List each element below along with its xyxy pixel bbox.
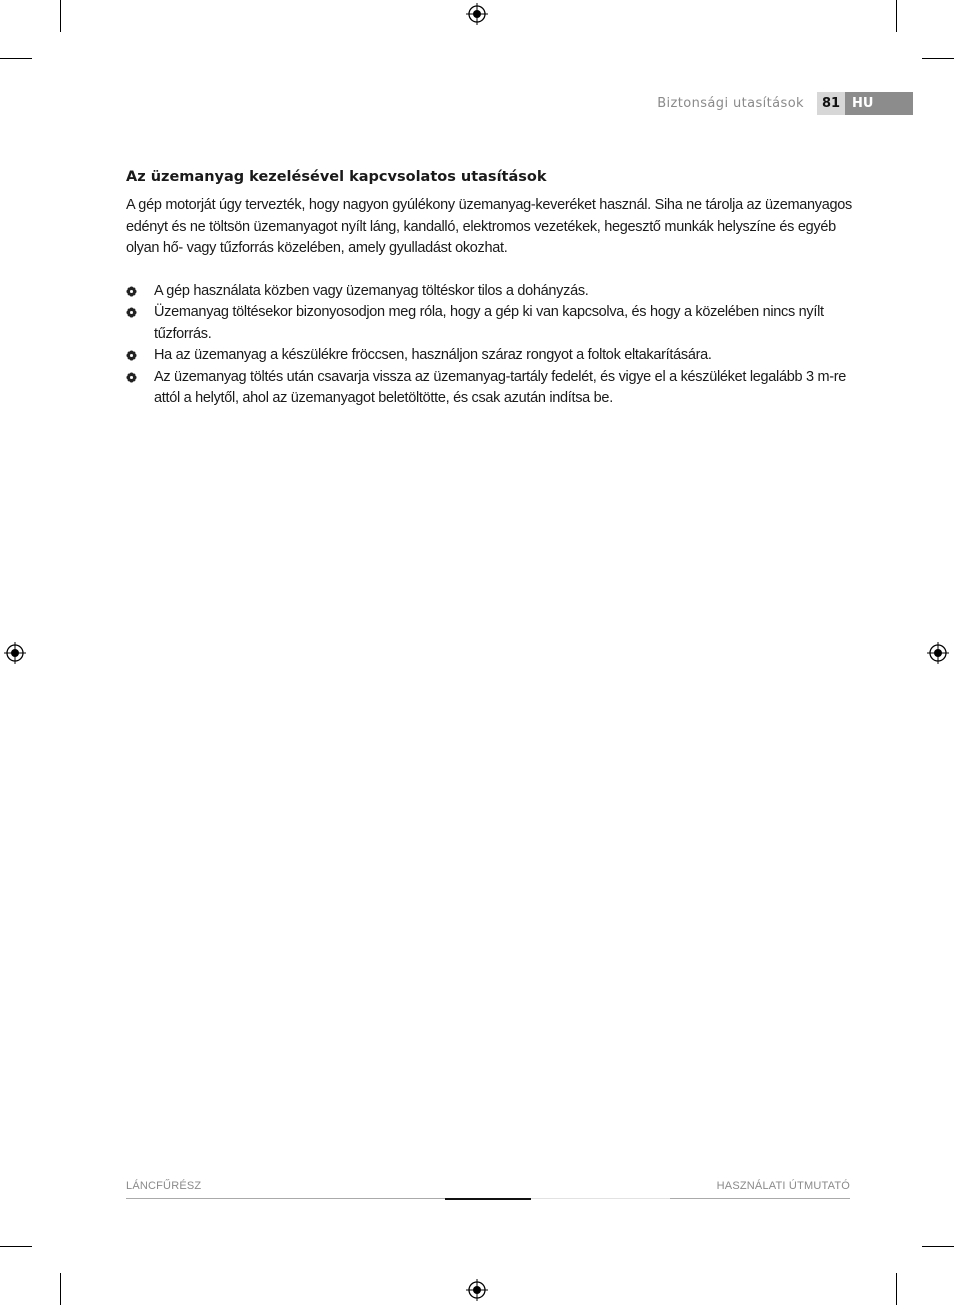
- footer-doc-title: HASZNÁLATI ÚTMUTATÓ: [716, 1180, 850, 1192]
- registration-mark-icon: [927, 642, 949, 664]
- registration-mark-icon: [466, 3, 488, 25]
- list-item-text: Ha az üzemanyag a készülékre fröccsen, használjon száraz rongyot a foltok eltakarítására.: [154, 347, 712, 363]
- footer-product: LÁNCFŰRÉSZ: [126, 1180, 202, 1192]
- intro-paragraph: A gép motorját úgy tervezték, hogy nagyon gyúlékony üzemanyag-keveréket használ. Siha ne tárolja az üzemanyagos edényt és ne töltsön üzemanyagot nyílt láng, kandalló, elektromos vezetékek, hegesztő munkák helyszíne és egyéb olyan hő- vagy tűzforrás közelében, amely gyulladást okozhat.: [126, 197, 852, 256]
- main-content: [126, 167, 854, 410]
- flower-bullet-icon: [126, 350, 137, 361]
- list-item-text: A gép használata közben vagy üzemanyag töltéskor tilos a dohányzás.: [154, 282, 589, 299]
- registration-mark-icon: [466, 1279, 488, 1301]
- flower-bullet-icon: [126, 372, 137, 383]
- list-item: [126, 367, 854, 410]
- footer-rule: [531, 1198, 670, 1199]
- footer-rule: [670, 1198, 850, 1199]
- list-item-text: Az üzemanyag töltés után csavarja vissza az üzemanyag-tartály fedelét, és vigye el a készüléket legalább 3 m-re attól a helytől, ahol az üzemanyagot beletöltötte, és csak azután indítsa be.: [154, 368, 847, 406]
- registration-mark-icon: [4, 642, 26, 664]
- flower-bullet-icon: [126, 307, 137, 318]
- safety-list: [126, 281, 854, 410]
- crop-mark: [60, 1273, 61, 1305]
- flower-bullet-icon: [126, 286, 137, 297]
- language-badge: HU: [845, 92, 913, 115]
- footer-rule-accent: [445, 1198, 531, 1200]
- page-number: 81: [817, 92, 845, 115]
- crop-mark: [896, 1273, 897, 1305]
- page-header: [0, 92, 954, 115]
- section-title: Biztonsági utasítások: [657, 96, 804, 111]
- list-item: [126, 281, 854, 303]
- list-item-text: Üzemanyag töltésekor bizonyosodjon meg róla, hogy a gép ki van kapcsolva, és hogy a közelében nincs nyílt tűzforrás.: [154, 304, 824, 342]
- page-footer: [126, 1180, 850, 1204]
- crop-mark: [0, 1246, 32, 1247]
- crop-mark: [0, 58, 32, 59]
- footer-rule: [126, 1198, 445, 1199]
- list-item: [126, 345, 854, 367]
- section-heading: Az üzemanyag kezelésével kapcvsolatos utasítások: [126, 169, 547, 185]
- list-item: [126, 302, 854, 345]
- crop-mark: [922, 58, 954, 59]
- crop-mark: [60, 0, 61, 32]
- crop-mark: [896, 0, 897, 32]
- crop-mark: [922, 1246, 954, 1247]
